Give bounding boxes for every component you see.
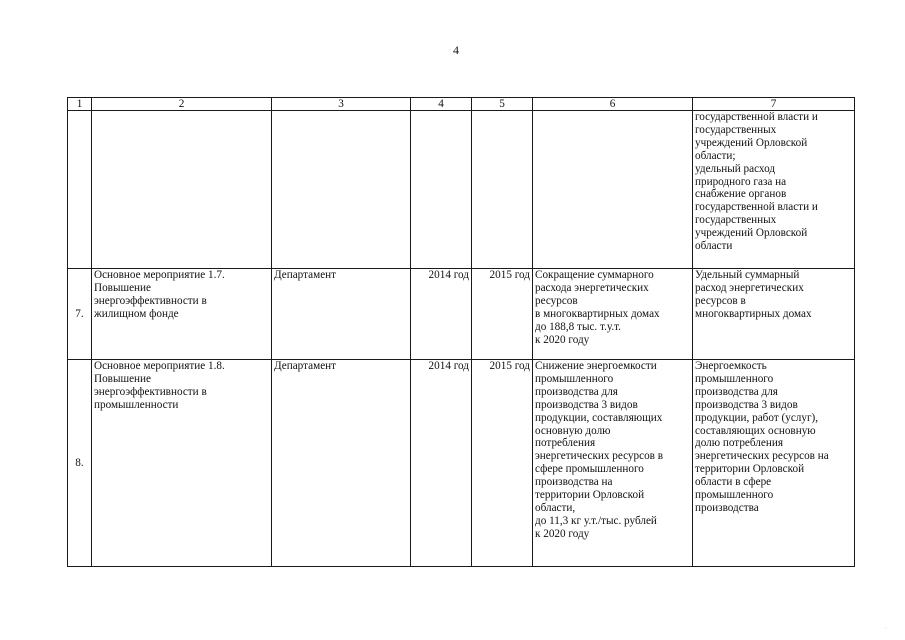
- table-row: [68, 269, 855, 360]
- result-cell: [533, 111, 693, 269]
- column-number-4: 4: [411, 98, 472, 111]
- column-number-1: 1: [68, 98, 92, 111]
- program-table: [67, 97, 855, 567]
- column-number-3: 3: [272, 98, 411, 111]
- table-row-continuation: [68, 111, 855, 269]
- end-year-cell: 2015 год: [472, 269, 533, 360]
- column-number-7: 7: [693, 98, 855, 111]
- row-number-cell: [68, 111, 92, 269]
- result-cell: Снижение энергоемкости промышленного производства для производства 3 видов продукции, составляющих основную долю потребления энергетических ресурсов в сфере промышленного производства на территории Орловской области, до 11,3 кг у.т./тыс. рублей к 2020 году: [533, 360, 693, 567]
- column-number-2: 2: [92, 98, 272, 111]
- page-number: 4: [453, 43, 459, 57]
- measure-cell: [92, 111, 272, 269]
- start-year-cell: 2014 год: [411, 269, 472, 360]
- executor-cell: Департамент: [272, 360, 411, 567]
- executor-cell: [272, 111, 411, 269]
- measure-cell: Основное мероприятие 1.8. Повышение энергоэффективности в промышленности: [92, 360, 272, 567]
- end-year-cell: [472, 111, 533, 269]
- executor-cell: Департамент: [272, 269, 411, 360]
- column-number-6: 6: [533, 98, 693, 111]
- indicator-cell: Энергоемкость промышленного производства для производства 3 видов продукции, работ (услуг), составляющих основную долю потребления энергетических ресурсов на территории Орловской области в сфере промышленного производства: [693, 360, 855, 567]
- scan-speck-mark: ·: [885, 626, 887, 632]
- row-number-cell: 7.: [68, 269, 92, 360]
- result-cell: Сокращение суммарного расхода энергетических ресурсов в многоквартирных домах до 188,8 тыс. т.у.т. к 2020 году: [533, 269, 693, 360]
- indicator-cell: государственной власти и государственных учреждений Орловской области; удельный расход природного газа на снабжение органов государственной власти и государственных учреждений Орловской области: [693, 111, 855, 269]
- table-row: [68, 360, 855, 567]
- column-number-5: 5: [472, 98, 533, 111]
- indicator-cell: Удельный суммарный расход энергетических ресурсов в многоквартирных домах: [693, 269, 855, 360]
- start-year-cell: 2014 год: [411, 360, 472, 567]
- measure-cell: Основное мероприятие 1.7. Повышение энергоэффективности в жилищном фонде: [92, 269, 272, 360]
- start-year-cell: [411, 111, 472, 269]
- table-header-row: [68, 98, 855, 111]
- row-number-cell: 8.: [68, 360, 92, 567]
- end-year-cell: 2015 год: [472, 360, 533, 567]
